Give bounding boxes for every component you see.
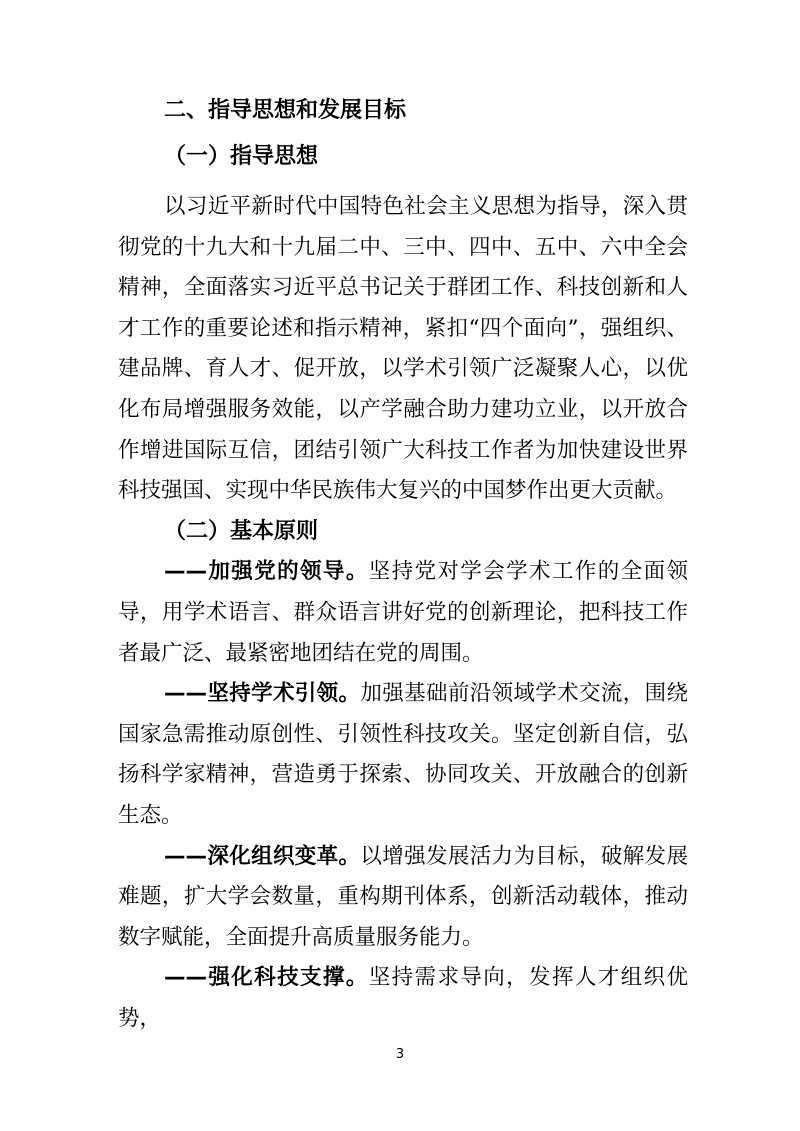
principle-text-party-leadership: 坚持党对学会学术工作的全面领导，用学术语言、群众语言讲好党的创新理论，把科技工作者最广泛、最紧密地团结在党的周围。 (118, 559, 688, 666)
principle-text-tech-support: 坚持需求导向，发挥人才组织优势， (118, 965, 688, 1031)
principle-lead-tech-support: ——强化科技支撑。 (164, 965, 369, 991)
principle-text-academic-leading: 加强基础前沿领域学术交流，围绕国家急需推动原创性、引领性科技攻关。坚定创新自信，弘扬科学家精神，营造勇于探索、协同攻关、开放融合的创新生态。 (118, 681, 688, 828)
page-number: 3 (395, 1047, 405, 1062)
principle-paragraph-organizational-reform (118, 837, 688, 959)
principle-lead-academic-leading: ——坚持学术引领。 (164, 681, 361, 707)
principle-paragraph-tech-support (118, 958, 688, 1039)
principle-paragraph-academic-leading (118, 674, 688, 836)
section-heading-basic-principles: （二）基本原则 (164, 518, 319, 544)
principle-text-organizational-reform: 以增强发展活力为目标，破解发展难题，扩大学会数量，重构期刊体系，创新活动载体，推动数字赋能，全面提升高质量服务能力。 (118, 843, 688, 950)
section-heading-guiding-ideology: （一）指导思想 (164, 144, 319, 169)
document-body (118, 97, 688, 1039)
principle-lead-party-leadership: ——加强党的领导。 (164, 559, 369, 585)
guiding-ideology-paragraph: 以习近平新时代中国特色社会主义思想为指导，深入贯彻党的十九大和十九届二中、三中、四中、五中、六中全会精神，全面落实习近平总书记关于群团工作、科技创新和人才工作的重要论述和指示精神，紧扣“四个面向”，强组织、建品牌、育人才、促开放，以学术引领广泛凝聚人心，以优化布局增强服务效能，以产学融合助力建功立业，以开放合作增进国际互信，团结引领广大科技工作者为加快建设世界科技强国、实现中华民族伟大复兴的中国梦作出更大贡献。 (118, 194, 688, 504)
principle-paragraph-party-leadership (118, 552, 688, 674)
chapter-heading: 二、指导思想和发展目标 (164, 98, 407, 123)
principle-lead-organizational-reform: ——深化组织变革。 (164, 843, 361, 869)
